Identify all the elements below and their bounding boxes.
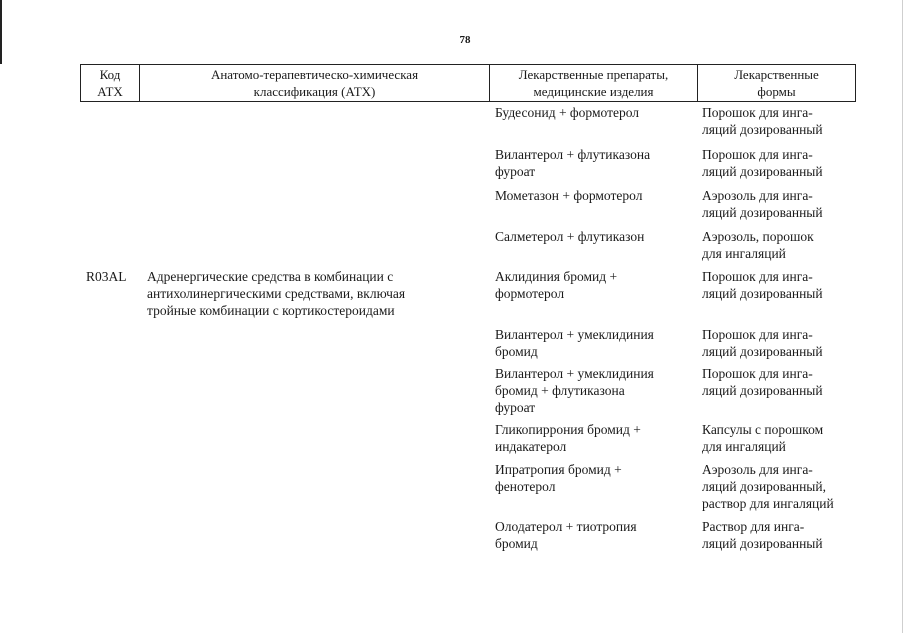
- header-classification-line: Анатомо-терапевтическо-химическая: [210, 67, 419, 82]
- classification-cell: [147, 268, 405, 319]
- header-code-line: АТХ: [97, 84, 123, 99]
- form-line: Аэрозоль для инга-: [702, 462, 813, 477]
- form-line: Порошок для инга-: [702, 105, 813, 120]
- drug-cell: [495, 268, 617, 302]
- classification-line: Адренергические средства в комбинации с: [147, 269, 394, 284]
- drug-line: Аклидиния бромид +: [495, 269, 618, 284]
- drug-cell: [495, 104, 639, 121]
- drug-line: фуроат: [495, 164, 536, 179]
- drug-line: фенотерол: [495, 479, 556, 494]
- form-line: Порошок для инга-: [702, 327, 813, 342]
- drug-cell: [495, 146, 650, 180]
- drug-line: Гликопиррония бромид +: [495, 422, 641, 437]
- form-line: Порошок для инга-: [702, 366, 813, 381]
- classification-line: тройные комбинации с кортикостероидами: [147, 303, 395, 318]
- header-drugs-line: Лекарственные препараты,: [518, 67, 669, 82]
- drug-cell: [495, 365, 654, 416]
- form-cell: [702, 268, 823, 302]
- form-line: ляций дозированный: [702, 344, 823, 359]
- form-cell: [702, 146, 823, 180]
- form-line: Капсулы с порошком: [702, 422, 824, 437]
- drug-line: Будесонид + формотерол: [495, 105, 640, 120]
- form-cell: [702, 461, 834, 512]
- form-line: раствор для ингаляций: [702, 496, 834, 511]
- form-cell: [702, 421, 823, 455]
- header-drugs: [490, 65, 698, 101]
- header-forms: [698, 65, 855, 101]
- form-line: ляций дозированный: [702, 164, 823, 179]
- header-forms-line: формы: [757, 84, 796, 99]
- form-line: Раствор для инга-: [702, 519, 805, 534]
- atc-code: R03AL: [86, 269, 127, 284]
- drug-cell: [495, 326, 654, 360]
- form-cell: [702, 187, 823, 221]
- form-cell: [702, 365, 823, 399]
- drug-cell: [495, 228, 644, 245]
- form-cell: [702, 104, 823, 138]
- form-line: ляций дозированный: [702, 383, 823, 398]
- form-line: Аэрозоль для инга-: [702, 188, 813, 203]
- form-cell: [702, 518, 823, 552]
- header-drugs-line: медицинские изделия: [533, 84, 654, 99]
- drug-cell: [495, 518, 637, 552]
- header-classification: [140, 65, 490, 101]
- header-code-line: Код: [99, 67, 121, 82]
- form-line: Порошок для инга-: [702, 147, 813, 162]
- drug-line: бромид + флутиказона: [495, 383, 625, 398]
- form-line: Аэрозоль, порошок: [702, 229, 814, 244]
- drug-line: Олодатерол + тиотропия: [495, 519, 637, 534]
- drug-line: Мометазон + формотерол: [495, 188, 643, 203]
- table-header: [80, 64, 856, 102]
- form-cell: [702, 228, 814, 262]
- form-line: ляций дозированный: [702, 286, 823, 301]
- form-line: для ингаляций: [702, 439, 786, 454]
- drug-line: Вилантерол + флутиказона: [495, 147, 651, 162]
- classification-line: антихолинергическими средствами, включая: [147, 286, 406, 301]
- drug-cell: [495, 187, 642, 204]
- drug-line: индакатерол: [495, 439, 567, 454]
- drug-line: Салметерол + флутиказон: [495, 229, 645, 244]
- drug-line: Ипратропия бромид +: [495, 462, 622, 477]
- drug-line: формотерол: [495, 286, 565, 301]
- form-line: ляций дозированный: [702, 536, 823, 551]
- drug-line: Вилантерол + умеклидиния: [495, 327, 654, 342]
- form-line: ляций дозированный: [702, 205, 823, 220]
- form-line: ляций дозированный: [702, 122, 823, 137]
- drug-line: Вилантерол + умеклидиния: [495, 366, 654, 381]
- form-line: Порошок для инга-: [702, 269, 813, 284]
- page-number: 78: [459, 34, 471, 46]
- drug-cell: [495, 461, 622, 495]
- page-border-line: [902, 0, 903, 633]
- drug-line: бромид: [495, 536, 538, 551]
- header-forms-line: Лекарственные: [734, 67, 819, 82]
- page-edge-mark: [0, 0, 2, 64]
- form-cell: [702, 326, 823, 360]
- header-classification-line: классификация (АТХ): [253, 84, 376, 99]
- header-code: [81, 65, 140, 101]
- drug-line: фуроат: [495, 400, 536, 415]
- drug-line: бромид: [495, 344, 538, 359]
- form-line: ляций дозированный,: [702, 479, 826, 494]
- drug-cell: [495, 421, 641, 455]
- form-line: для ингаляций: [702, 246, 786, 261]
